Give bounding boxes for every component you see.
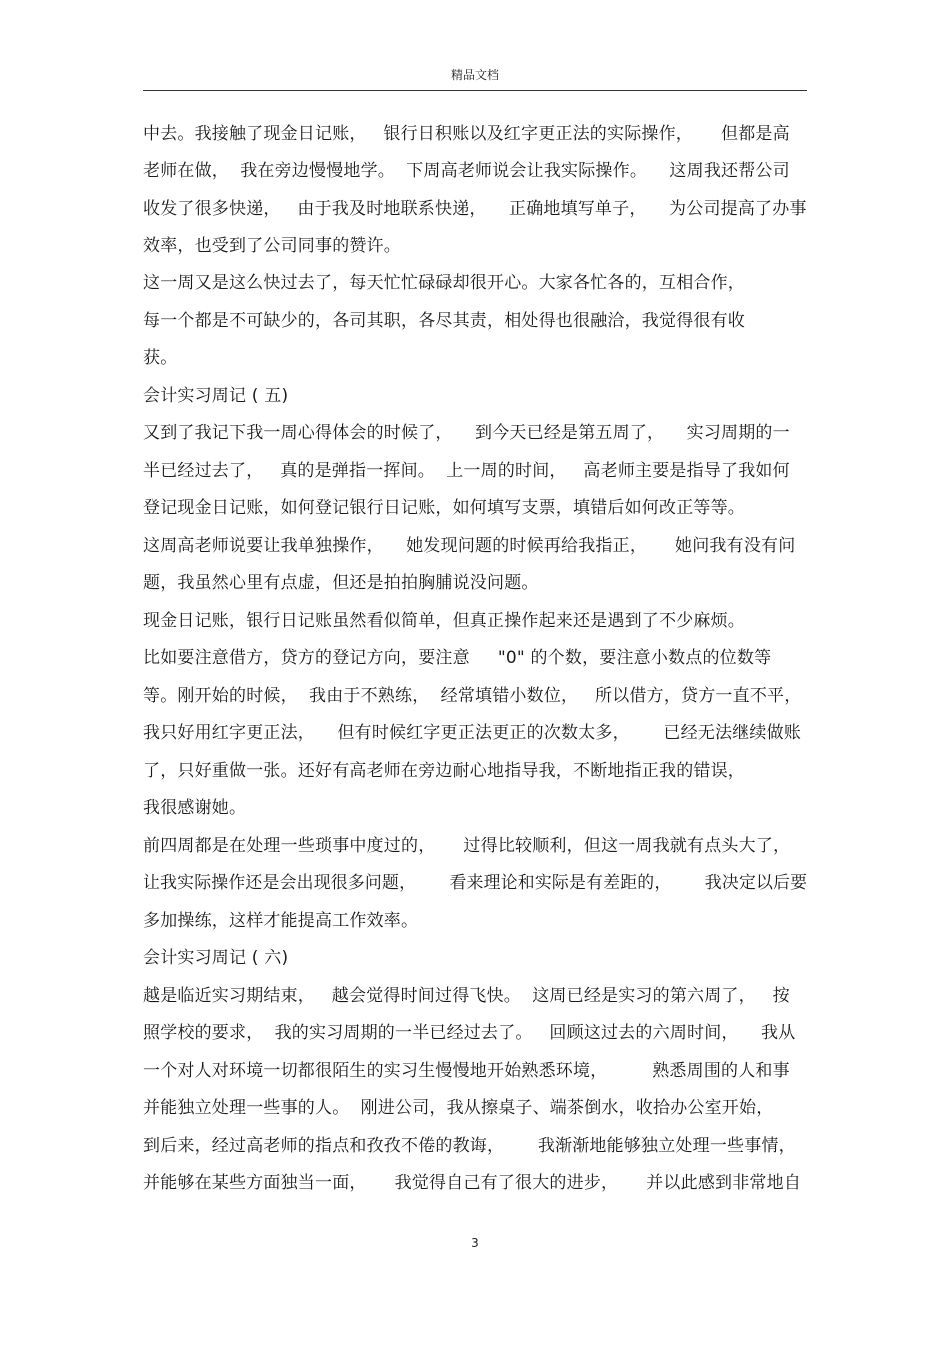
text-line: 中去。我接触了现金日记账， 银行日积账以及红字更正法的实际操作， 但都是高 [143,124,790,144]
text-line: 我很感谢她。 [143,798,247,818]
text-line: 越是临近实习期结束， 越会觉得时间过得飞快。 这周已经是实习的第六周了， 按 [143,986,790,1006]
text-line: 等。刚开始的时候， 我由于不熟练， 经常填错小数位， 所以借方，贷方一直不平， [143,686,802,706]
text-line: 我只好用红字更正法， 但有时候红字更正法更正的次数太多， 已经无法继续做账 [143,723,802,743]
text-line: 比如要注意借方，贷方的登记方向，要注意 "0" 的个数，要注意小数点的位数等 [143,648,772,668]
text-line: 到后来，经过高老师的指点和孜孜不倦的教诲， 我渐渐地能够独立处理一些事情， [143,1136,796,1156]
text-line: 题，我虽然心里有点虚，但还是拍拍胸脯说没问题。 [143,573,539,593]
text-line: 半已经过去了， 真的是弹指一挥间。 上一周的时间， 高老师主要是指导了我如何 [143,461,790,481]
text-line: 了，只好重做一张。还好有高老师在旁边耐心地指导我，不断地指正我的错误， [143,761,745,781]
text-line: 并能独立处理一些事的人。 刚进公司，我从擦桌子、端茶倒水，收拾办公室开始， [143,1098,774,1118]
section-heading: 会计实习周记 ( 五) [143,386,289,406]
text-line: 一个对人对环境一切都很陌生的实习生慢慢地开始熟悉环境， 熟悉周围的人和事 [143,1061,790,1081]
text-line: 获。 [143,348,178,368]
text-line: 收发了很多快递， 由于我及时地联系快递， 正确地填写单子， 为公司提高了办事 [143,199,807,219]
text-line: 并能够在某些方面独当一面， 我觉得自己有了很大的进步， 并以此感到非常地自 [143,1173,802,1193]
text-line: 现金日记账，银行日记账虽然看似简单，但真正操作起来还是遇到了不少麻烦。 [143,611,745,631]
header-rule [143,90,807,91]
text-line: 前四周都是在处理一些琐事中度过的， 过得比较顺利，但这一周我就有点头大了， [143,836,791,856]
text-line: 这周高老师说要让我单独操作， 她发现问题的时候再给我指正， 她问我有没有问 [143,536,796,556]
text-line: 照学校的要求， 我的实习周期的一半已经过去了。 回顾这过去的六周时间， 我从 [143,1023,796,1043]
text-line: 多加操练，这样才能提高工作效率。 [143,911,419,931]
page-number: 3 [471,1236,479,1250]
section-heading: 会计实习周记 ( 六) [143,948,289,968]
text-line: 又到了我记下我一周心得体会的时候了， 到今天已经是第五周了， 实习周期的一 [143,423,790,443]
text-line: 这一周又是这么快过去了，每天忙忙碌碌却很开心。大家各忙各的，互相合作， [143,273,745,293]
page-header-title: 精品文档 [450,68,499,82]
text-line: 让我实际操作还是会出现很多问题， 看来理论和实际是有差距的， 我决定以后要 [143,873,808,893]
text-line: 每一个都是不可缺少的，各司其职，各尽其责，相处得也很融洽，我觉得很有收 [143,311,745,331]
text-line: 登记现金日记账，如何登记银行日记账，如何填写支票，填错后如何改正等等。 [143,498,745,518]
text-line: 老师在做， 我在旁边慢慢地学。 下周高老师说会让我实际操作。 这周我还帮公司 [143,161,790,181]
text-line: 效率，也受到了公司同事的赞许。 [143,236,401,256]
